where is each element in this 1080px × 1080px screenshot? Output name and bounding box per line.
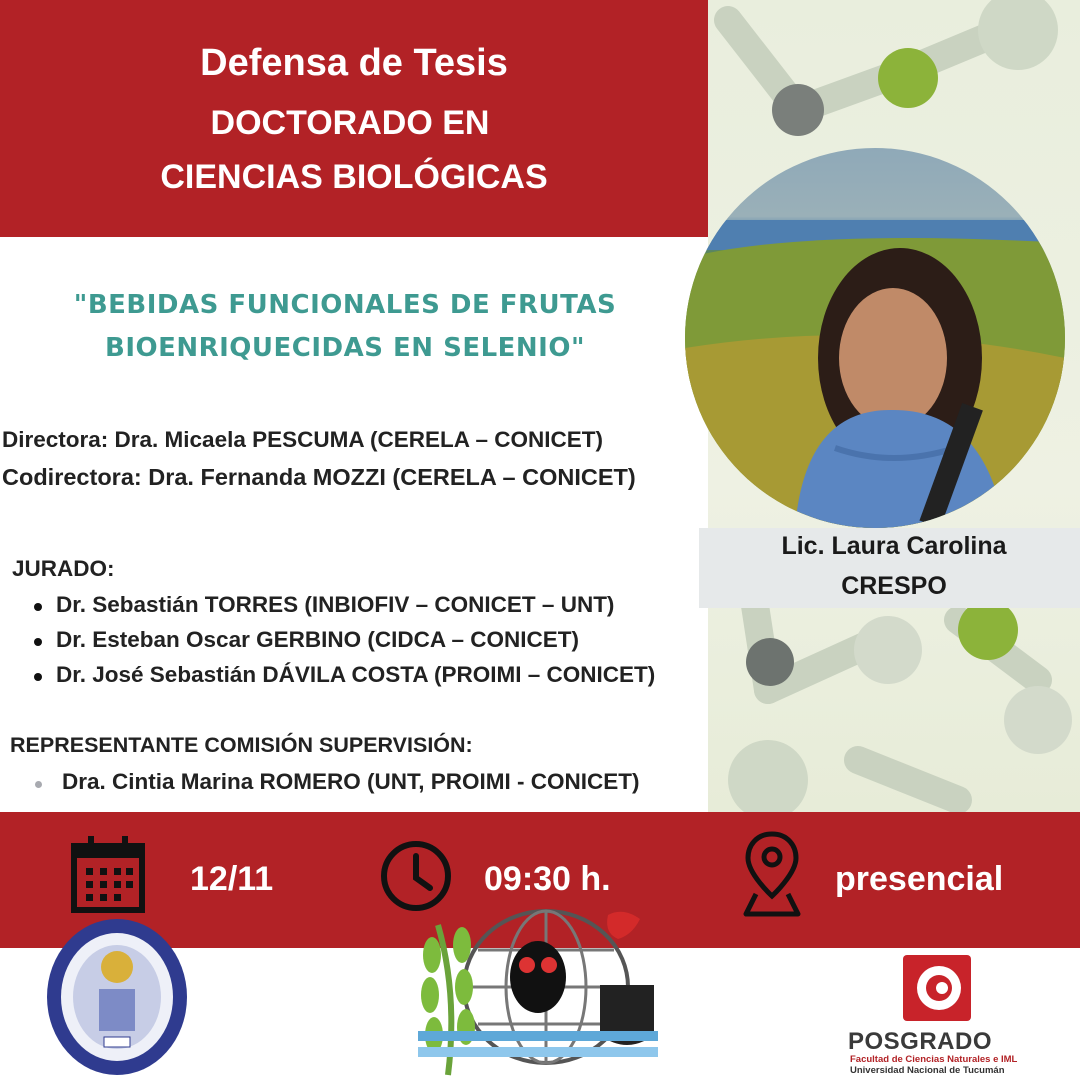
candidate-photo: [685, 148, 1065, 528]
posgrado-faculty: Facultad de Ciencias Naturales e IML: [850, 1054, 1018, 1065]
calendar-icon: [70, 834, 146, 914]
faculty-logo: [418, 905, 663, 1077]
candidate-name-line2: CRESPO: [841, 572, 947, 600]
thesis-title-line1: "BEBIDAS FUNCIONALES DE FRUTAS: [73, 290, 617, 320]
candidate-name-box: [699, 528, 1080, 608]
event-mode: presencial: [835, 860, 1004, 898]
posgrado-logo-mark: [903, 955, 971, 1021]
posgrado-title: POSGRADO: [848, 1028, 993, 1055]
codirector-text: Codirectora: Dra. Fernanda MOZZI (CERELA – CONICET): [2, 464, 636, 490]
event-type-title: Defensa de Tesis: [200, 42, 508, 84]
jury-member: Dr. Esteban Oscar GERBINO (CIDCA – CONICET): [56, 627, 580, 652]
jury-heading: JURADO:: [12, 556, 115, 581]
event-time: 09:30 h.: [484, 860, 611, 898]
thesis-title-line2: BIOENRIQUECIDAS EN SELENIO": [105, 333, 585, 363]
unt-seal-logo: [44, 917, 190, 1077]
candidate-name-line1: Lic. Laura Carolina: [781, 532, 1007, 560]
clock-icon: [378, 838, 454, 914]
commission-heading: REPRESENTANTE COMISIÓN SUPERVISIÓN:: [10, 733, 473, 757]
program-title-line1: DOCTORADO EN: [210, 104, 490, 142]
header-banner: [0, 0, 708, 237]
program-title-line2: CIENCIAS BIOLÓGICAS: [160, 158, 548, 196]
jury-member: Dr. José Sebastián DÁVILA COSTA (PROIMI – CONICET): [56, 662, 656, 687]
director-text: Directora: Dra. Micaela PESCUMA (CERELA – CONICET): [2, 427, 603, 452]
posgrado-university: Universidad Nacional de Tucumán: [850, 1065, 1005, 1076]
jury-member: Dr. Sebastián TORRES (INBIOFIV – CONICET – UNT): [56, 592, 615, 617]
portrait-illustration: [685, 148, 1065, 528]
location-pin-icon: [742, 830, 802, 920]
event-date: 12/11: [190, 860, 274, 898]
commission-member: Dra. Cintia Marina ROMERO (UNT, PROIMI - CONICET): [62, 769, 640, 794]
